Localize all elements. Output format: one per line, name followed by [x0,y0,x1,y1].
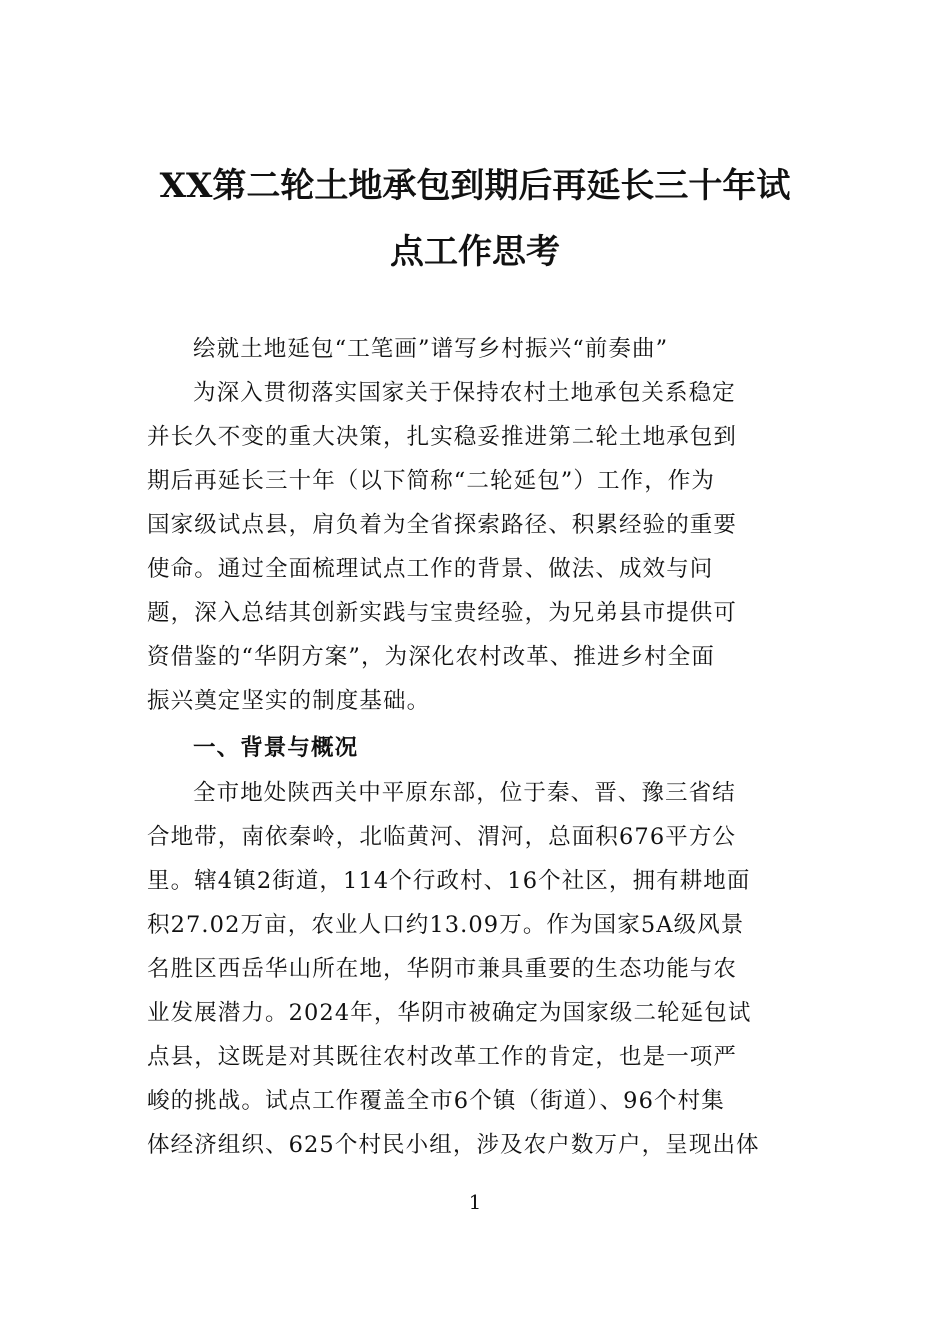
paragraph-line: 期后再延长三十年（以下简称“二轮延包”）工作，作为 [147,468,716,494]
paragraph-line: 积27.02万亩，农业人口约13.09万。作为国家5A级风景 [147,912,745,938]
paragraph-line: 振兴奠定坚实的制度基础。 [147,688,431,714]
paragraph-line: 国家级试点县，肩负着为全省探索路径、积累经验的重要 [147,512,738,538]
paragraph-line: 名胜区西岳华山所在地，华阴市兼具重要的生态功能与农 [147,956,738,982]
section-heading: 一、背景与概况 [193,735,359,761]
paragraph-line: 合地带，南依秦岭，北临黄河、渭河，总面积676平方公 [147,824,737,850]
paragraph-line: 题，深入总结其创新实践与宝贵经验，为兄弟县市提供可 [147,600,738,626]
paragraph-line: 为深入贯彻落实国家关于保持农村土地承包关系稳定 [193,380,736,406]
paragraph-line: 点县，这既是对其既往农村改革工作的肯定，也是一项严 [147,1044,738,1070]
document-title-line-2: 点工作思考 [390,232,560,272]
paragraph-line: 并长久不变的重大决策，扎实稳妥推进第二轮土地承包到 [147,424,738,450]
paragraph-line: 峻的挑战。试点工作覆盖全市6个镇（街道）、96个村集 [147,1088,725,1114]
paragraph-line: 业发展潜力。2024年，华阴市被确定为国家级二轮延包试 [147,1000,752,1026]
subtitle-line: 绘就土地延包“工笔画”谱写乡村振兴“前奏曲” [193,336,669,362]
paragraph-line: 全市地处陕西关中平原东部，位于秦、晋、豫三省结 [193,780,736,806]
paragraph-line: 体经济组织、625个村民小组，涉及农户数万户，呈现出体 [147,1132,760,1158]
paragraph-line: 里。辖4镇2街道，114个行政村、16个社区，拥有耕地面 [147,868,751,894]
document-title-line-1: XX第二轮土地承包到期后再延长三十年试 [159,166,791,206]
page-number: 1 [468,1190,482,1214]
paragraph-line: 资借鉴的“华阴方案”，为深化农村改革、推进乡村全面 [147,644,716,670]
paragraph-line: 使命。通过全面梳理试点工作的背景、做法、成效与问 [147,556,714,582]
